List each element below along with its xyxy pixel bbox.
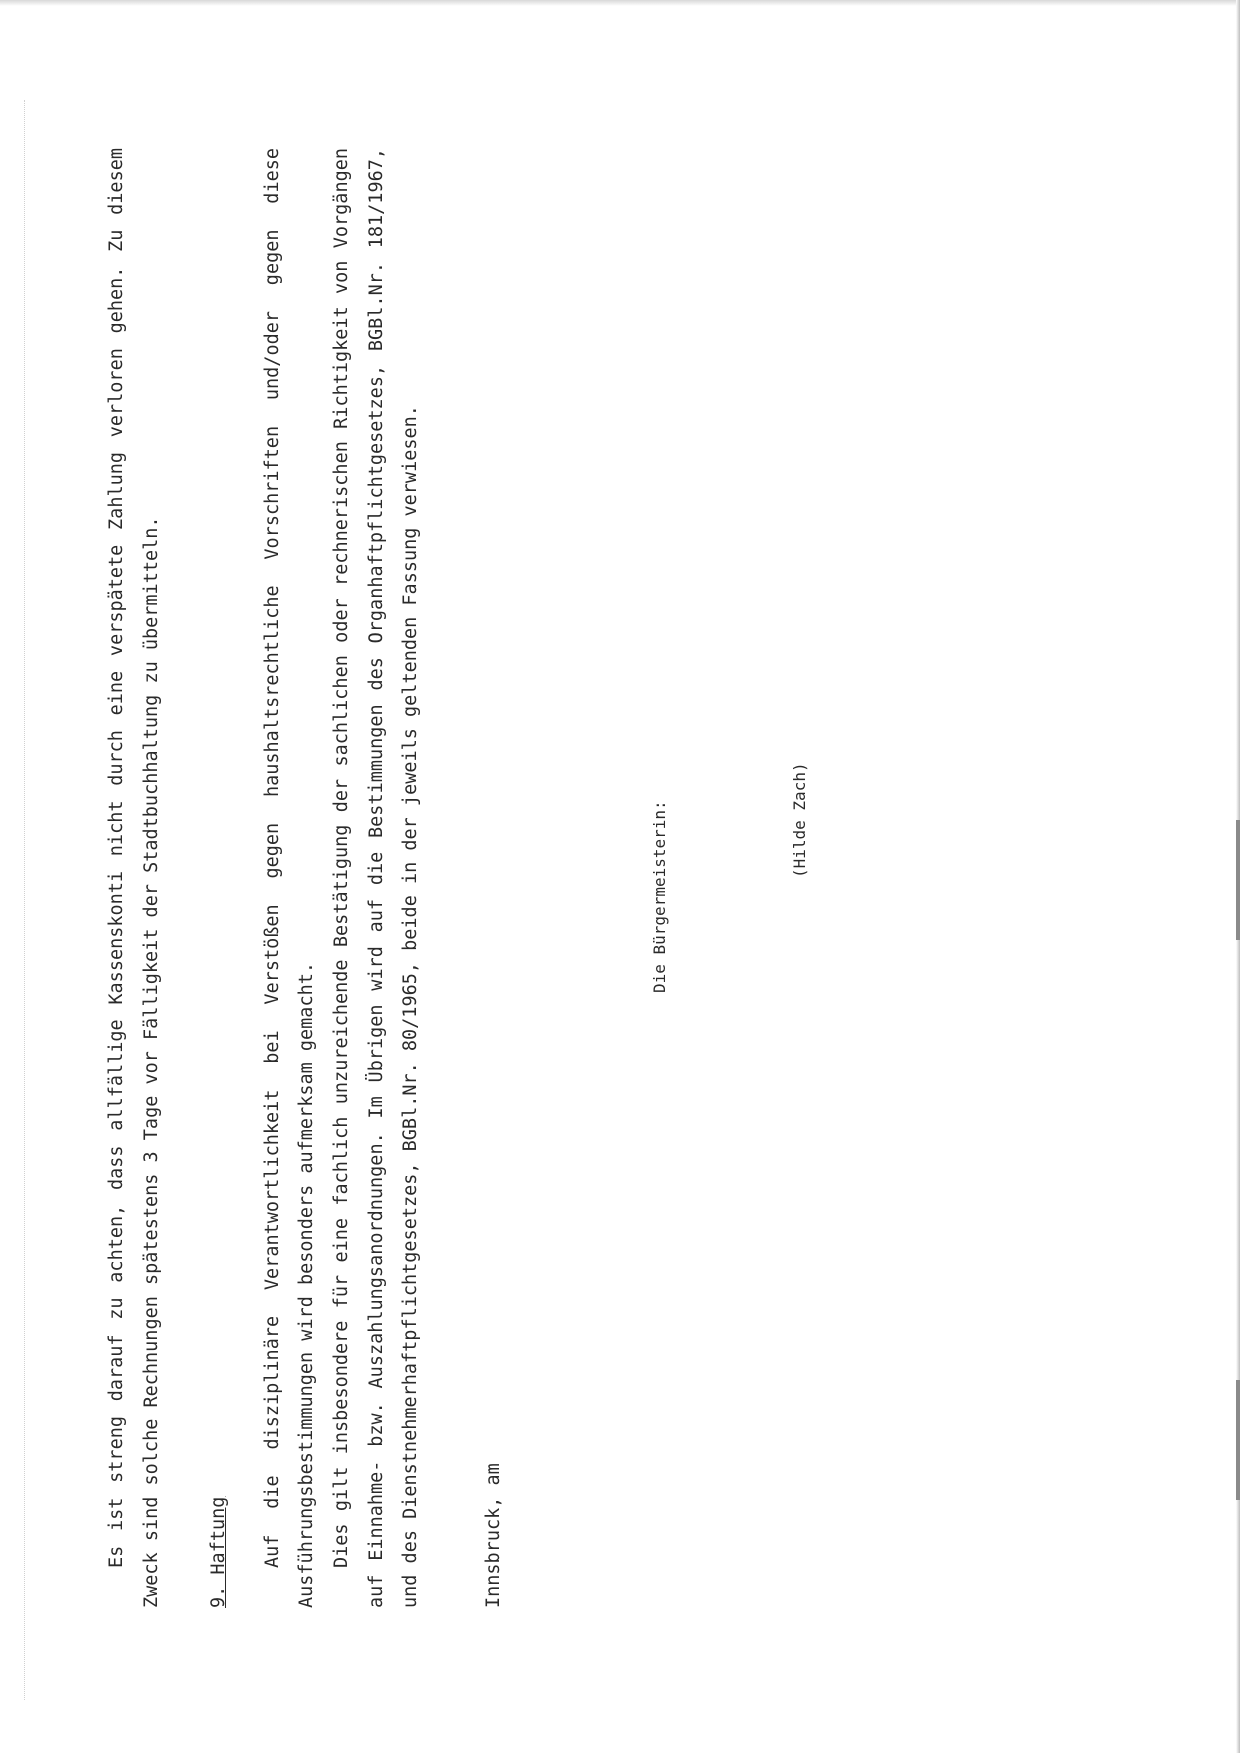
place-date-line: Innsbruck, am bbox=[482, 1463, 504, 1608]
paragraph-liability-details: Dies gilt insbesondere für eine fachlich unzureichende Bestätigung der sachlichen oder rechnerischen Richtigkeit von Vorgängen auf Einnahme- bzw. Auszahlungsanordnungen. Im Übrigen wird auf die Bestimmungen des Organhaftpflichtgesetzes, BGBl.Nr. 181/1967, und des Dienstnehmerhaftpflichtgesetzes, BGBl.Nr. 80/1965, beide in der jeweils geltenden Fassung verwiesen. bbox=[330, 148, 422, 1608]
signature-name: (Hilde Zach) bbox=[790, 762, 809, 878]
document-body bbox=[100, 148, 511, 1608]
paragraph-cash-discount: Es ist streng darauf zu achten, dass allfällige Kassenskonti nicht durch eine verspätete Zahlung verloren gehen. Zu diesem Zweck sind solche Rechnungen spätestens 3 Tage vor Fälligkeit der Stadtbuchhaltung zu übermitteln. bbox=[106, 148, 162, 1608]
signature-title: Die Bürgermeisterin: bbox=[650, 800, 669, 993]
section-heading-liability: 9. Haftung bbox=[208, 1496, 230, 1608]
paragraph-liability-responsibility: Auf die disziplinäre Verantwortlichkeit bei Verstößen gegen haushaltsrechtliche Vorschriften und/oder gegen diese Ausführungsbestimmungen wird besonders aufmerksam gemacht. bbox=[261, 148, 318, 1608]
